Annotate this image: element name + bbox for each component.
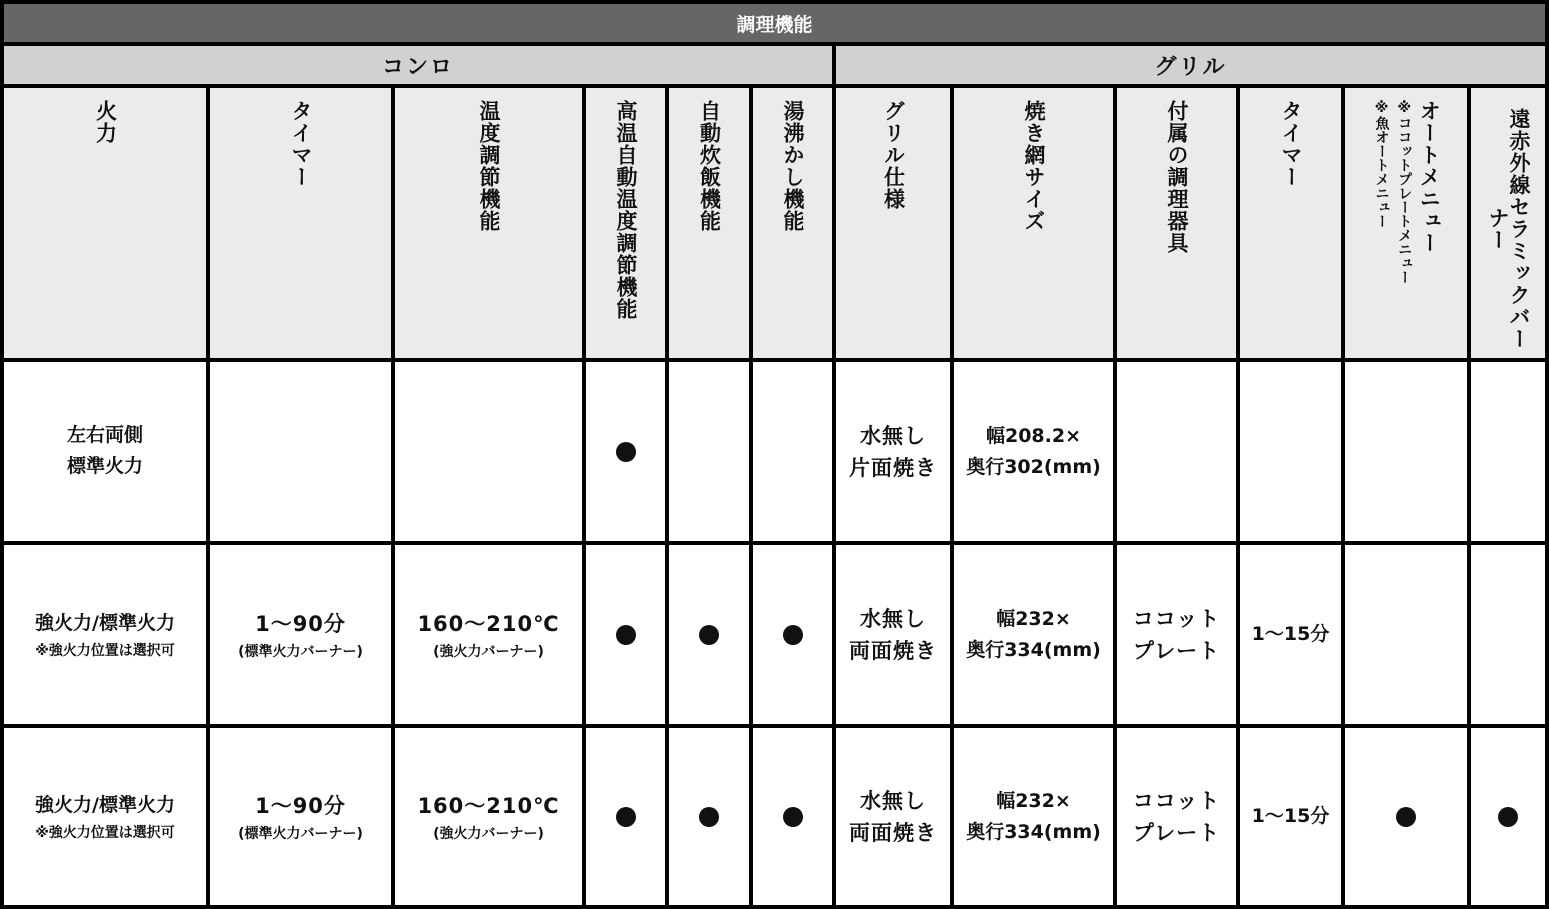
table-cell-timer xyxy=(210,545,391,724)
table-cell-high-temp-auto xyxy=(586,728,665,905)
table-cell-auto-menu xyxy=(1345,362,1467,541)
table-cell-temp xyxy=(395,728,582,905)
filled-circle-icon xyxy=(1498,807,1518,827)
header-high-temp-auto-label: 高温自動温度調節機能 xyxy=(614,100,638,320)
table-cell-ceramic xyxy=(1471,362,1545,541)
cell-value: 160〜210℃ xyxy=(417,793,560,818)
cell-value: 左右両側 標準火力 xyxy=(66,423,143,477)
table-cell-high-temp-auto xyxy=(586,545,665,724)
header-high-temp-auto xyxy=(586,88,665,358)
table-cell-auto-menu xyxy=(1345,728,1467,905)
table-cell-auto-rice xyxy=(669,728,749,905)
header-accessory xyxy=(1117,88,1236,358)
filled-circle-icon xyxy=(616,807,636,827)
filled-circle-icon xyxy=(699,625,719,645)
table-cell-kariki xyxy=(4,728,206,905)
header-temp-control-label: 温度調節機能 xyxy=(477,100,501,232)
header-ceramic-burner-label: 遠赤外線セラミックバーナー xyxy=(1486,108,1531,350)
table-cell-temp xyxy=(395,545,582,724)
filled-circle-icon xyxy=(616,442,636,462)
table-cell-boil xyxy=(753,545,832,724)
cell-value: ココット プレート xyxy=(1132,788,1221,845)
cell-value: 幅208.2× 奥行302(mm) xyxy=(966,424,1101,478)
filled-circle-icon xyxy=(1396,807,1416,827)
table-cell-auto-rice xyxy=(669,545,749,724)
table-cell-timer xyxy=(210,362,391,541)
header-accessory-label: 付属の調理器具 xyxy=(1165,100,1189,254)
header-net-size-label: 焼き網サイズ xyxy=(1022,100,1046,232)
cell-value: 1〜90分 xyxy=(255,793,346,818)
header-auto-menu-note-cocotte: ※ココットプレートメニュー xyxy=(1396,100,1413,284)
cell-note: (強火力バーナー) xyxy=(433,825,544,842)
table-title: 調理機能 xyxy=(4,4,1545,42)
table-cell-grill-timer xyxy=(1240,728,1341,905)
cell-note: ※強火力位置は選択可 xyxy=(35,643,175,659)
table-cell-auto-menu xyxy=(1345,545,1467,724)
cell-value: 1〜15分 xyxy=(1251,805,1330,827)
header-kariki xyxy=(4,88,206,358)
cell-value: ココット プレート xyxy=(1132,606,1221,663)
table-cell-kariki xyxy=(4,362,206,541)
header-temp-control xyxy=(395,88,582,358)
table-cell-net-size xyxy=(954,545,1113,724)
table-cell-grill-spec xyxy=(836,362,950,541)
cell-value: 水無し 片面焼き xyxy=(849,423,937,480)
header-grill-timer xyxy=(1240,88,1341,358)
filled-circle-icon xyxy=(783,807,803,827)
cell-note: (標準火力バーナー) xyxy=(238,643,363,660)
table-cell-accessory xyxy=(1117,545,1236,724)
header-timer xyxy=(210,88,391,358)
header-grill-spec xyxy=(836,88,950,358)
group-header-grill: グリル xyxy=(836,46,1545,84)
header-ceramic-burner xyxy=(1471,88,1545,358)
header-grill-spec-label: グリル仕様 xyxy=(881,100,906,210)
table-cell-ceramic xyxy=(1471,545,1545,724)
header-net-size xyxy=(954,88,1113,358)
table-cell-auto-rice xyxy=(669,362,749,541)
table-cell-grill-timer xyxy=(1240,362,1341,541)
table-cell-net-size xyxy=(954,362,1113,541)
table-cell-ceramic xyxy=(1471,728,1545,905)
header-timer-label: タイマー xyxy=(289,100,313,188)
header-auto-menu-note-fish: ※魚オートメニュー xyxy=(1373,100,1390,228)
group-header-konro: コンロ xyxy=(4,46,832,84)
cell-value: 幅232× 奥行334(mm) xyxy=(966,789,1101,843)
cell-note: ※強火力位置は選択可 xyxy=(35,825,175,841)
table-cell-boil xyxy=(753,728,832,905)
filled-circle-icon xyxy=(783,625,803,645)
table-cell-grill-timer xyxy=(1240,545,1341,724)
table-cell-boil xyxy=(753,362,832,541)
header-auto-menu-label: オートメニュー xyxy=(1417,100,1442,254)
cell-note: (標準火力バーナー) xyxy=(238,825,363,842)
cell-value: 強火力/標準火力 xyxy=(35,794,175,816)
header-kariki-label: 火力 xyxy=(93,100,118,144)
cell-value: 強火力/標準火力 xyxy=(35,612,175,634)
table-cell-kariki xyxy=(4,545,206,724)
table-cell-accessory xyxy=(1117,362,1236,541)
table-cell-timer xyxy=(210,728,391,905)
header-boil-label: 湯沸かし機能 xyxy=(781,100,805,232)
table-cell-grill-spec xyxy=(836,728,950,905)
cell-value: 1〜90分 xyxy=(255,611,346,636)
cell-value: 水無し 両面焼き xyxy=(849,788,937,845)
header-auto-rice-label: 自動炊飯機能 xyxy=(697,100,722,232)
filled-circle-icon xyxy=(699,807,719,827)
filled-circle-icon xyxy=(616,625,636,645)
cell-note: (強火力バーナー) xyxy=(433,643,544,660)
header-grill-timer-label: タイマー xyxy=(1279,100,1303,188)
table-cell-temp xyxy=(395,362,582,541)
table-cell-grill-spec xyxy=(836,545,950,724)
header-boil xyxy=(753,88,832,358)
table-cell-accessory xyxy=(1117,728,1236,905)
cell-value: 1〜15分 xyxy=(1251,623,1330,645)
cell-value: 160〜210℃ xyxy=(417,611,560,636)
table-cell-net-size xyxy=(954,728,1113,905)
cell-value: 幅232× 奥行334(mm) xyxy=(966,607,1101,661)
header-auto-rice xyxy=(669,88,749,358)
header-auto-menu xyxy=(1345,88,1467,358)
cell-value: 水無し 両面焼き xyxy=(849,606,937,663)
table-cell-high-temp-auto xyxy=(586,362,665,541)
